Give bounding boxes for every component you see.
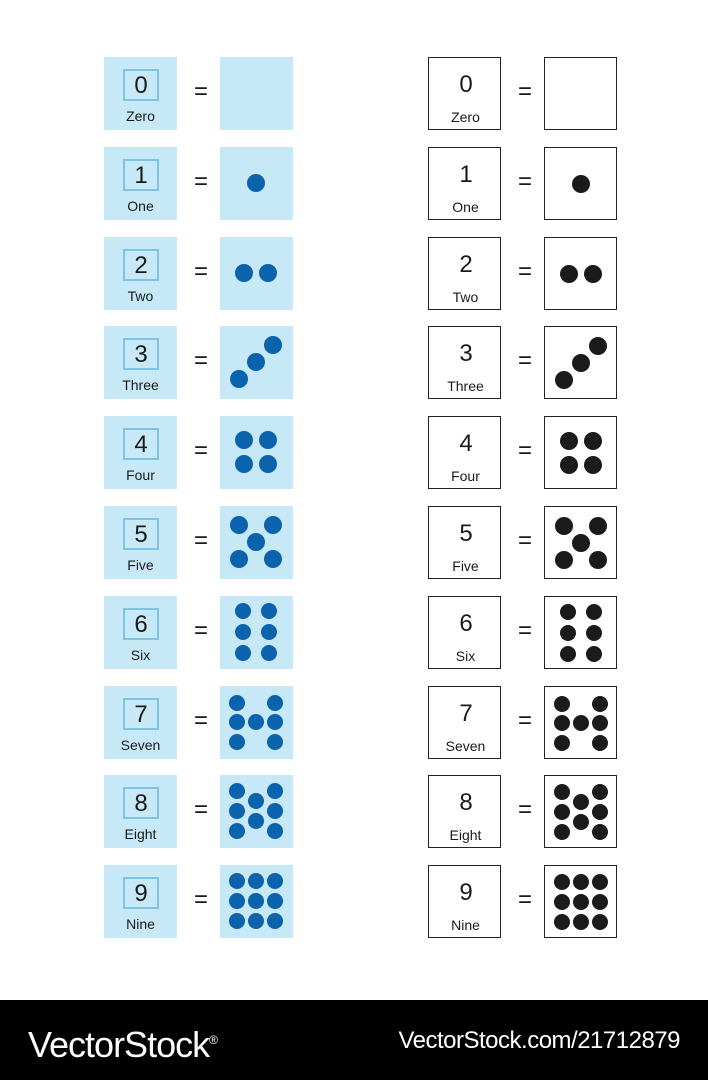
counting-dot: [592, 824, 608, 840]
number-word: Five: [127, 557, 154, 573]
equals-sign: =: [517, 886, 532, 913]
dot-card: [544, 57, 617, 130]
digit: 2: [459, 251, 473, 278]
counting-dot: [554, 874, 570, 890]
dot-card: [544, 147, 617, 220]
equals-sign: =: [517, 617, 532, 644]
equals-sign: =: [517, 168, 532, 195]
equals-sign: =: [517, 347, 532, 374]
counting-dot: [589, 337, 607, 355]
number-card: [428, 506, 501, 579]
counting-dot: [592, 914, 608, 930]
dot-card: [544, 416, 617, 489]
digit: 6: [123, 608, 159, 640]
number-row: [428, 596, 618, 670]
equals-sign: =: [193, 796, 208, 823]
counting-dot: [560, 604, 576, 620]
digit: 5: [459, 520, 473, 547]
number-row: [428, 506, 618, 580]
equals-sign: =: [193, 707, 208, 734]
digit: 9: [459, 879, 473, 906]
number-word: One: [452, 199, 479, 215]
equals-sign: =: [193, 527, 208, 554]
number-word: Eight: [449, 827, 482, 843]
number-card: [428, 865, 501, 938]
digit: 8: [123, 787, 159, 819]
counting-dot: [554, 715, 570, 731]
number-card: [428, 686, 501, 759]
digit: 4: [459, 430, 473, 457]
number-card: [428, 416, 501, 489]
number-row: [428, 326, 618, 400]
dot-card: [544, 326, 617, 399]
number-row: [428, 416, 618, 490]
number-word: Eight: [124, 826, 157, 842]
number-row: [428, 686, 618, 760]
counting-dot: [573, 874, 589, 890]
number-card: [428, 326, 501, 399]
dot-card: [544, 686, 617, 759]
number-word: Zero: [451, 109, 480, 125]
number-card: [428, 237, 501, 310]
digit: 1: [459, 161, 473, 188]
number-word: Four: [451, 468, 480, 484]
counting-dot: [560, 265, 578, 283]
counting-dot: [554, 824, 570, 840]
equals-sign: =: [517, 437, 532, 464]
digit: 7: [459, 700, 473, 727]
counting-dot: [554, 784, 570, 800]
equals-sign: =: [193, 347, 208, 374]
equals-sign: =: [193, 168, 208, 195]
dot-card: [544, 596, 617, 669]
counting-dot: [555, 371, 573, 389]
counting-dot: [572, 175, 590, 193]
counting-dot: [584, 265, 602, 283]
equals-sign: =: [193, 886, 208, 913]
number-card: [428, 147, 501, 220]
number-word: Nine: [451, 917, 480, 933]
brand-logo: [28, 1018, 217, 1067]
counting-dot: [554, 894, 570, 910]
counting-dot: [586, 625, 602, 641]
equals-sign: =: [193, 78, 208, 105]
number-word: Zero: [126, 108, 155, 124]
counting-dot: [589, 551, 607, 569]
counting-dot: [560, 646, 576, 662]
counting-dot: [560, 625, 576, 641]
equals-sign: =: [517, 707, 532, 734]
equals-sign: =: [517, 78, 532, 105]
number-word: Six: [130, 647, 151, 663]
counting-dot: [592, 696, 608, 712]
equals-sign: =: [517, 796, 532, 823]
equals-sign: =: [517, 258, 532, 285]
digit: 7: [123, 698, 159, 730]
counting-dot: [572, 534, 590, 552]
number-card: [428, 57, 501, 130]
number-word: Seven: [445, 738, 486, 754]
number-word: Three: [122, 377, 159, 393]
counting-dot: [592, 784, 608, 800]
digit: 2: [123, 249, 159, 281]
equals-sign: =: [517, 527, 532, 554]
counting-dot: [584, 456, 602, 474]
image-url: VectorStock.com/21712879: [398, 1027, 680, 1054]
counting-dot: [589, 517, 607, 535]
digit: 0: [123, 69, 159, 101]
number-card: [428, 596, 501, 669]
number-card: [428, 775, 501, 848]
digit: 6: [459, 610, 473, 637]
counting-dot: [560, 432, 578, 450]
counting-dot: [555, 517, 573, 535]
counting-dot: [592, 804, 608, 820]
number-row: [428, 865, 618, 939]
digit: 8: [459, 789, 473, 816]
number-row: [428, 57, 618, 131]
counting-dot: [573, 894, 589, 910]
counting-dot: [573, 715, 589, 731]
counting-dot: [554, 696, 570, 712]
digit: 3: [459, 340, 473, 367]
number-word: Two: [452, 289, 479, 305]
number-word: Four: [126, 467, 155, 483]
counting-dot: [586, 604, 602, 620]
dot-card: [544, 237, 617, 310]
counting-dot: [586, 646, 602, 662]
counting-dot: [584, 432, 602, 450]
number-word: Two: [127, 288, 154, 304]
digit: 5: [123, 518, 159, 550]
counting-dot: [592, 715, 608, 731]
dot-card: [544, 775, 617, 848]
equals-sign: =: [193, 617, 208, 644]
counting-dot: [554, 735, 570, 751]
number-word: Nine: [126, 916, 155, 932]
counting-dot: [573, 794, 589, 810]
number-word: One: [127, 198, 154, 214]
number-row: [428, 147, 618, 221]
footer-bar: [0, 1000, 708, 1080]
counting-dot: [572, 354, 590, 372]
counting-dot: [555, 551, 573, 569]
number-word: Three: [447, 378, 484, 394]
digit: 0: [459, 71, 473, 98]
counting-dot: [592, 894, 608, 910]
digit: 1: [123, 159, 159, 191]
equals-sign: =: [193, 437, 208, 464]
counting-dot: [592, 735, 608, 751]
number-row: [428, 237, 618, 311]
counting-dot: [573, 814, 589, 830]
brand-name: VectorStock: [28, 1024, 210, 1065]
number-word: Five: [452, 558, 479, 574]
digit: 3: [123, 338, 159, 370]
counting-dot: [554, 914, 570, 930]
number-word: Seven: [120, 737, 161, 753]
counting-dot: [554, 804, 570, 820]
dot-card: [544, 506, 617, 579]
counting-dot: [573, 914, 589, 930]
number-word: Six: [455, 648, 476, 664]
equals-sign: =: [193, 258, 208, 285]
dot-card: [544, 865, 617, 938]
counting-dot: [560, 456, 578, 474]
counting-dot: [592, 874, 608, 890]
digit: 9: [123, 877, 159, 909]
registered-mark: ®: [209, 1033, 217, 1047]
digit: 4: [123, 428, 159, 460]
number-row: [428, 775, 618, 849]
